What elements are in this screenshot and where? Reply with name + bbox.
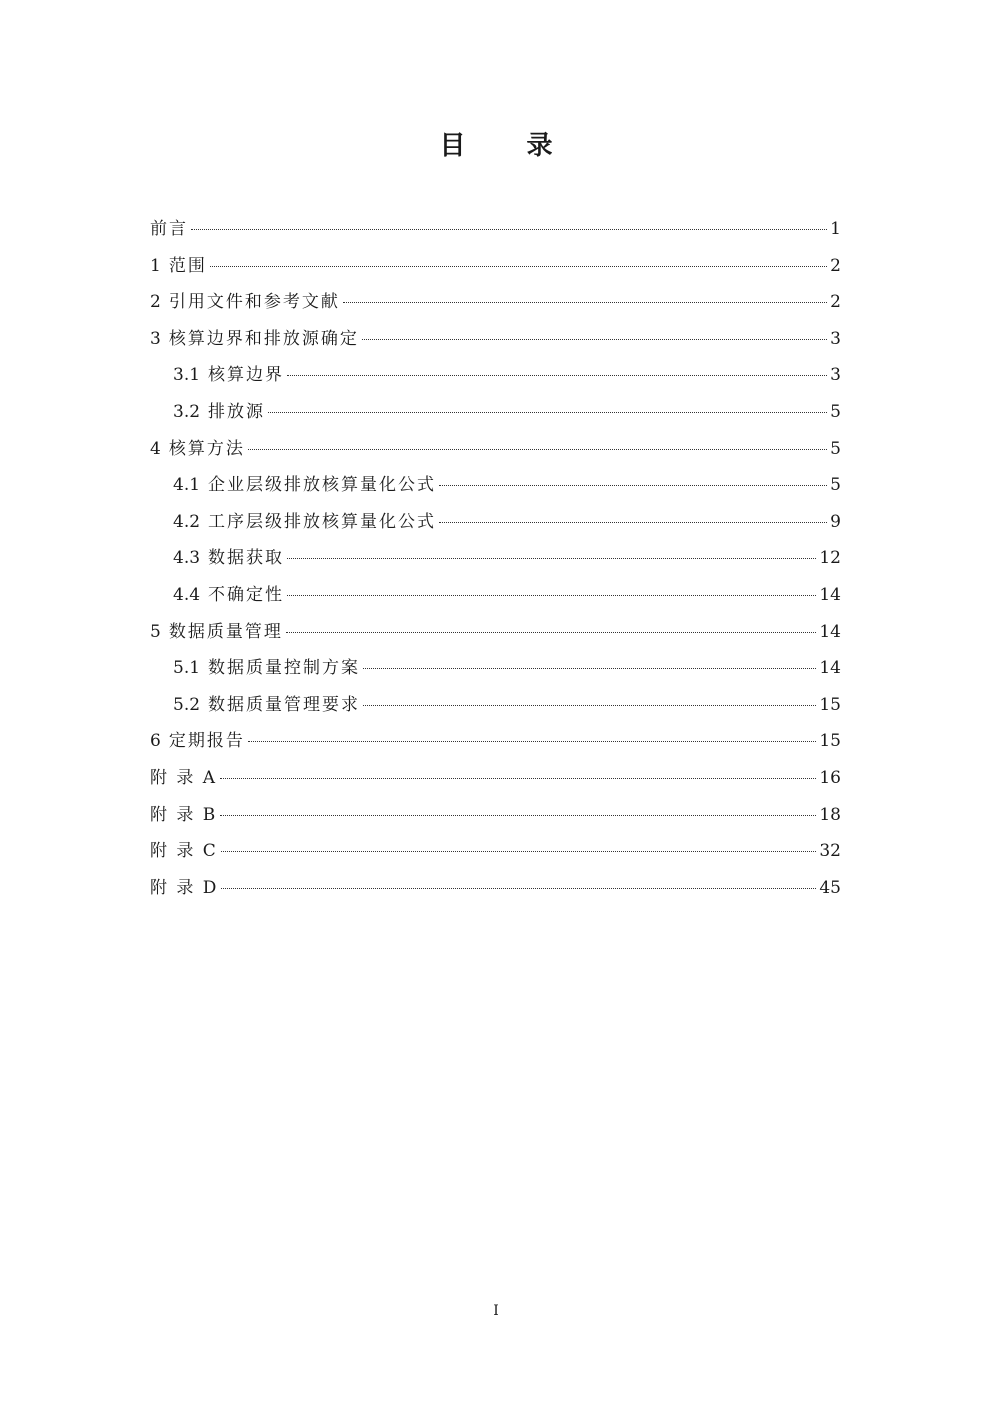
toc-entry-page: 16 <box>819 767 841 788</box>
dot-leader <box>248 741 817 742</box>
toc-entry-page: 14 <box>819 658 841 679</box>
toc-entry-title: 数据获取 <box>208 548 285 569</box>
dot-leader <box>287 595 816 596</box>
toc-entry-page: 5 <box>830 438 841 459</box>
toc-entry-4-1[interactable] <box>150 471 841 508</box>
toc-entry-4-3[interactable] <box>150 544 841 581</box>
toc-entry-title: 核算边界和排放源确定 <box>168 328 359 349</box>
toc-entry-title: 核算边界 <box>208 365 285 386</box>
toc-entry-page: 1 <box>830 219 841 239</box>
toc-entry-appendix-b[interactable] <box>150 801 841 838</box>
toc-entry-number: 3.1 <box>173 365 201 386</box>
toc-entry-page: 15 <box>819 731 841 752</box>
toc-entry-boundary-sources[interactable] <box>150 325 841 362</box>
toc-entry-page: 15 <box>819 694 841 715</box>
dot-leader <box>439 522 827 523</box>
toc-entry-data-quality[interactable] <box>150 618 841 655</box>
toc-entry-number: 6 <box>150 731 161 752</box>
toc-entry-number: 3.2 <box>173 401 201 422</box>
dot-leader <box>363 705 816 706</box>
toc-entry-title: 企业层级排放核算量化公式 <box>208 475 437 496</box>
toc-entry-page: 3 <box>830 328 841 349</box>
toc-entry-title: 前言 <box>150 219 188 239</box>
toc-entry-title: 数据质量控制方案 <box>208 658 361 679</box>
toc-entry-title: 附 录 A <box>150 767 218 788</box>
toc-entry-title: 数据质量管理 <box>168 621 283 642</box>
toc-entry-3-1[interactable] <box>150 361 841 398</box>
dot-leader <box>220 778 816 779</box>
dot-leader <box>248 449 827 450</box>
toc-entry-title: 附 录 B <box>150 804 218 825</box>
toc-entry-title: 工序层级排放核算量化公式 <box>208 511 437 532</box>
toc-entry-number: 1 <box>150 255 161 276</box>
dot-leader <box>220 815 816 816</box>
toc-entry-references[interactable] <box>150 288 841 325</box>
toc-entry-number: 4.1 <box>173 475 201 496</box>
dot-leader <box>268 412 827 413</box>
toc-entry-title: 核算方法 <box>168 438 245 459</box>
table-of-contents <box>150 215 841 910</box>
toc-entry-number: 5.1 <box>173 658 201 679</box>
toc-entry-preface[interactable] <box>150 215 841 252</box>
toc-entry-title: 数据质量管理要求 <box>208 694 361 715</box>
toc-entry-number: 4.3 <box>173 548 201 569</box>
toc-entry-number: 4.4 <box>173 584 201 605</box>
toc-entry-page: 3 <box>830 365 841 386</box>
toc-entry-title: 范围 <box>168 255 207 276</box>
dot-leader <box>210 266 827 267</box>
toc-entry-number: 2 <box>150 292 161 313</box>
toc-entry-number: 5 <box>150 621 161 642</box>
toc-entry-5-1[interactable] <box>150 654 841 691</box>
toc-entry-title: 附 录 D <box>150 877 219 898</box>
dot-leader <box>343 302 827 303</box>
toc-entry-number: 5.2 <box>173 694 201 715</box>
page-number: I <box>493 1303 499 1319</box>
dot-leader <box>287 375 827 376</box>
toc-entry-number: 4 <box>150 438 161 459</box>
toc-entry-title: 引用文件和参考文献 <box>168 292 340 313</box>
toc-entry-page: 14 <box>819 584 841 605</box>
toc-entry-page: 9 <box>830 511 841 532</box>
toc-entry-page: 18 <box>819 804 841 825</box>
page-title: 目 录 <box>439 131 579 161</box>
toc-entry-title: 附 录 C <box>150 841 218 862</box>
dot-leader <box>191 229 827 230</box>
toc-entry-page: 12 <box>819 548 841 569</box>
toc-entry-page: 2 <box>830 255 841 276</box>
toc-entry-title: 排放源 <box>208 401 266 422</box>
toc-entry-page: 5 <box>830 475 841 496</box>
toc-entry-4-4[interactable] <box>150 581 841 618</box>
toc-entry-page: 2 <box>830 292 841 313</box>
toc-entry-appendix-a[interactable] <box>150 764 841 801</box>
toc-entry-title: 不确定性 <box>208 584 285 605</box>
toc-entry-4-2[interactable] <box>150 508 841 545</box>
toc-entry-scope[interactable] <box>150 252 841 289</box>
toc-entry-page: 32 <box>819 841 841 862</box>
dot-leader <box>221 888 816 889</box>
toc-entry-page: 45 <box>819 877 841 898</box>
dot-leader <box>286 632 817 633</box>
toc-entry-periodic-report[interactable] <box>150 727 841 764</box>
toc-entry-5-2[interactable] <box>150 691 841 728</box>
toc-entry-3-2[interactable] <box>150 398 841 435</box>
dot-leader <box>221 851 817 852</box>
toc-entry-number: 4.2 <box>173 511 201 532</box>
toc-entry-title: 定期报告 <box>168 731 245 752</box>
toc-entry-page: 14 <box>819 621 841 642</box>
dot-leader <box>287 558 816 559</box>
toc-entry-appendix-d[interactable] <box>150 874 841 911</box>
toc-entry-methods[interactable] <box>150 435 841 472</box>
dot-leader <box>363 668 816 669</box>
toc-entry-page: 5 <box>830 401 841 422</box>
dot-leader <box>362 339 827 340</box>
toc-entry-number: 3 <box>150 328 161 349</box>
toc-entry-appendix-c[interactable] <box>150 837 841 874</box>
dot-leader <box>439 485 827 486</box>
